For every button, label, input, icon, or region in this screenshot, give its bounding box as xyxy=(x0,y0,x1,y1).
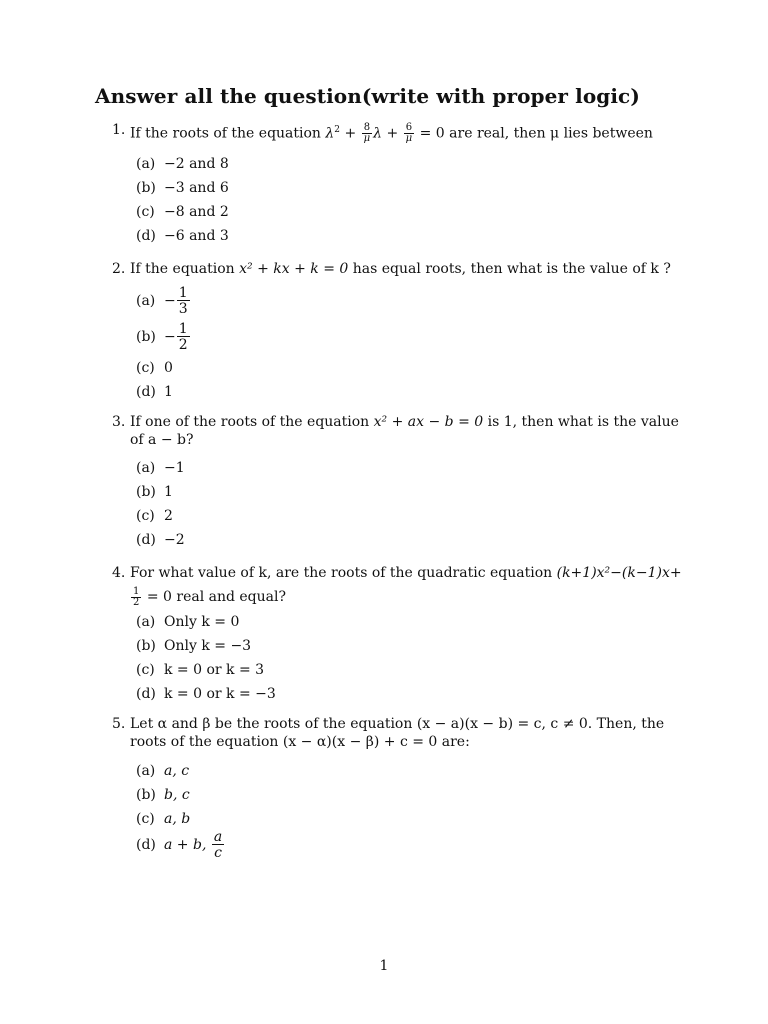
fraction: $\frac{a}{c}$ xyxy=(213,829,223,861)
question-text: If one of the roots of the equation x² + ax − b = 0 is 1, then what is the value of a − b? xyxy=(130,414,679,448)
question-number: 2. xyxy=(112,261,126,277)
option-d: (d) a + b, $\frac{a}{c}$ xyxy=(136,829,223,861)
option-a: (a) − $\frac{1}{3}$ xyxy=(136,285,188,317)
option-b: (b) b, c xyxy=(136,787,190,803)
option-c: (c) a, b xyxy=(136,811,191,827)
question-text: If the equation x² + kx + k = 0 has equal roots, then what is the value of k ? xyxy=(130,261,671,277)
option-b: (b) − $\frac{1}{2}$ xyxy=(136,321,188,353)
option-b: (b) 1 xyxy=(136,484,173,500)
option-d: (d) −2 xyxy=(136,532,185,548)
option-a: (a) −2 and 8 xyxy=(136,156,229,172)
question-text: For what value of k, are the roots of the quadratic equation (k+1)x²−(k−1)x+ $\frac{1}{2}$ = 0 real and equal? xyxy=(130,565,682,608)
question-number: 4. xyxy=(112,565,126,581)
page-title: Answer all the question(write with proper logic) xyxy=(95,84,640,108)
fraction: $\frac{8}{\mu}$ xyxy=(363,122,371,145)
fraction: $\frac{1}{2}$ xyxy=(178,321,188,353)
option-d: (d) k = 0 or k = −3 xyxy=(136,686,276,702)
option-c: (c) k = 0 or k = 3 xyxy=(136,662,265,678)
question-text: Let α and β be the roots of the equation (x − a)(x − b) = c, c ≠ 0. Then, the roots of the equation (x − α)(x − β) + c = 0 are: xyxy=(130,716,665,750)
fraction: $\frac{1}{2}$ xyxy=(133,585,140,608)
question-number: 5. xyxy=(112,716,126,732)
question-number: 3. xyxy=(112,414,126,430)
option-c: (c) 2 xyxy=(136,508,173,524)
option-d: (d) −6 and 3 xyxy=(136,228,229,244)
option-a: (a) −1 xyxy=(136,460,185,476)
question-4 xyxy=(112,561,692,609)
option-b: (b) −3 and 6 xyxy=(136,180,229,196)
fraction: $\frac{1}{3}$ xyxy=(178,285,188,317)
option-a: (a) Only k = 0 xyxy=(136,614,240,630)
question-3 xyxy=(112,413,692,449)
page-number: 1 xyxy=(379,958,389,974)
fraction: $\frac{6}{\mu}$ xyxy=(405,122,413,145)
question-text: If the roots of the equation $\lambda^2$ + $\frac{8}{\mu}$ λ + $\frac{6}{\mu}$ = 0 are real, then μ lies between xyxy=(130,122,653,145)
option-b: (b) Only k = −3 xyxy=(136,638,252,654)
question-5 xyxy=(112,715,692,751)
option-a: (a) a, c xyxy=(136,763,190,779)
question-number: 1. xyxy=(112,122,126,138)
question-2 xyxy=(112,260,692,278)
option-d: (d) 1 xyxy=(136,384,173,400)
question-1 xyxy=(112,121,692,144)
option-c: (c) 0 xyxy=(136,360,173,376)
option-c: (c) −8 and 2 xyxy=(136,204,229,220)
